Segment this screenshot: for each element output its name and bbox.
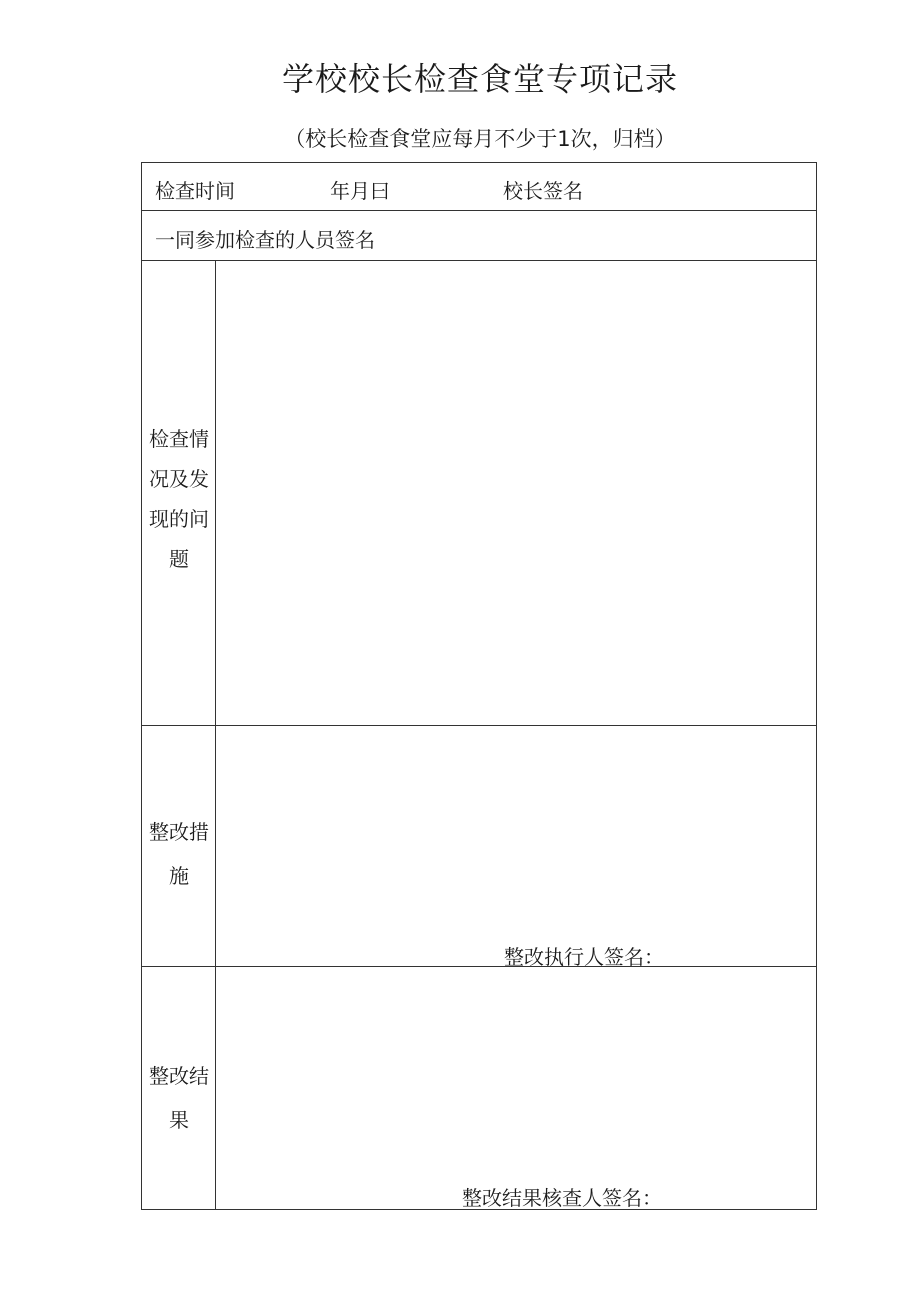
findings-label-cell [142,261,216,725]
participants-signature-field[interactable]: 一同参加检查的人员签名 [155,228,375,252]
measures-row [142,726,816,967]
inspection-date-field[interactable]: 年月曰 [330,179,390,203]
document-title: 学校校长检查食堂专项记录 [281,60,678,98]
principal-signature-field[interactable]: 校长签名 [503,179,583,203]
inspection-time-label: 检查时间 [155,179,235,203]
results-row [142,967,816,1209]
findings-content-area[interactable] [216,261,816,725]
verifier-signature-label: 整改结果核查人签名： [462,1186,662,1210]
inspection-record-form [141,162,817,1210]
inspection-time-row [142,163,816,211]
results-content-area[interactable] [216,967,816,1209]
results-label-cell [142,967,216,1209]
findings-label: 检查情况及发现的问题 [149,427,209,571]
measures-label: 整改措施 [149,820,209,888]
executor-signature-label: 整改执行人签名： [504,945,664,969]
findings-row [142,261,816,726]
measures-content-area[interactable] [216,726,816,969]
results-label: 整改结果 [149,1064,209,1132]
participants-row [142,211,816,261]
document-subtitle: （校长检查食堂应每月不少于1次，归档） [284,127,676,151]
measures-label-cell [142,726,216,966]
